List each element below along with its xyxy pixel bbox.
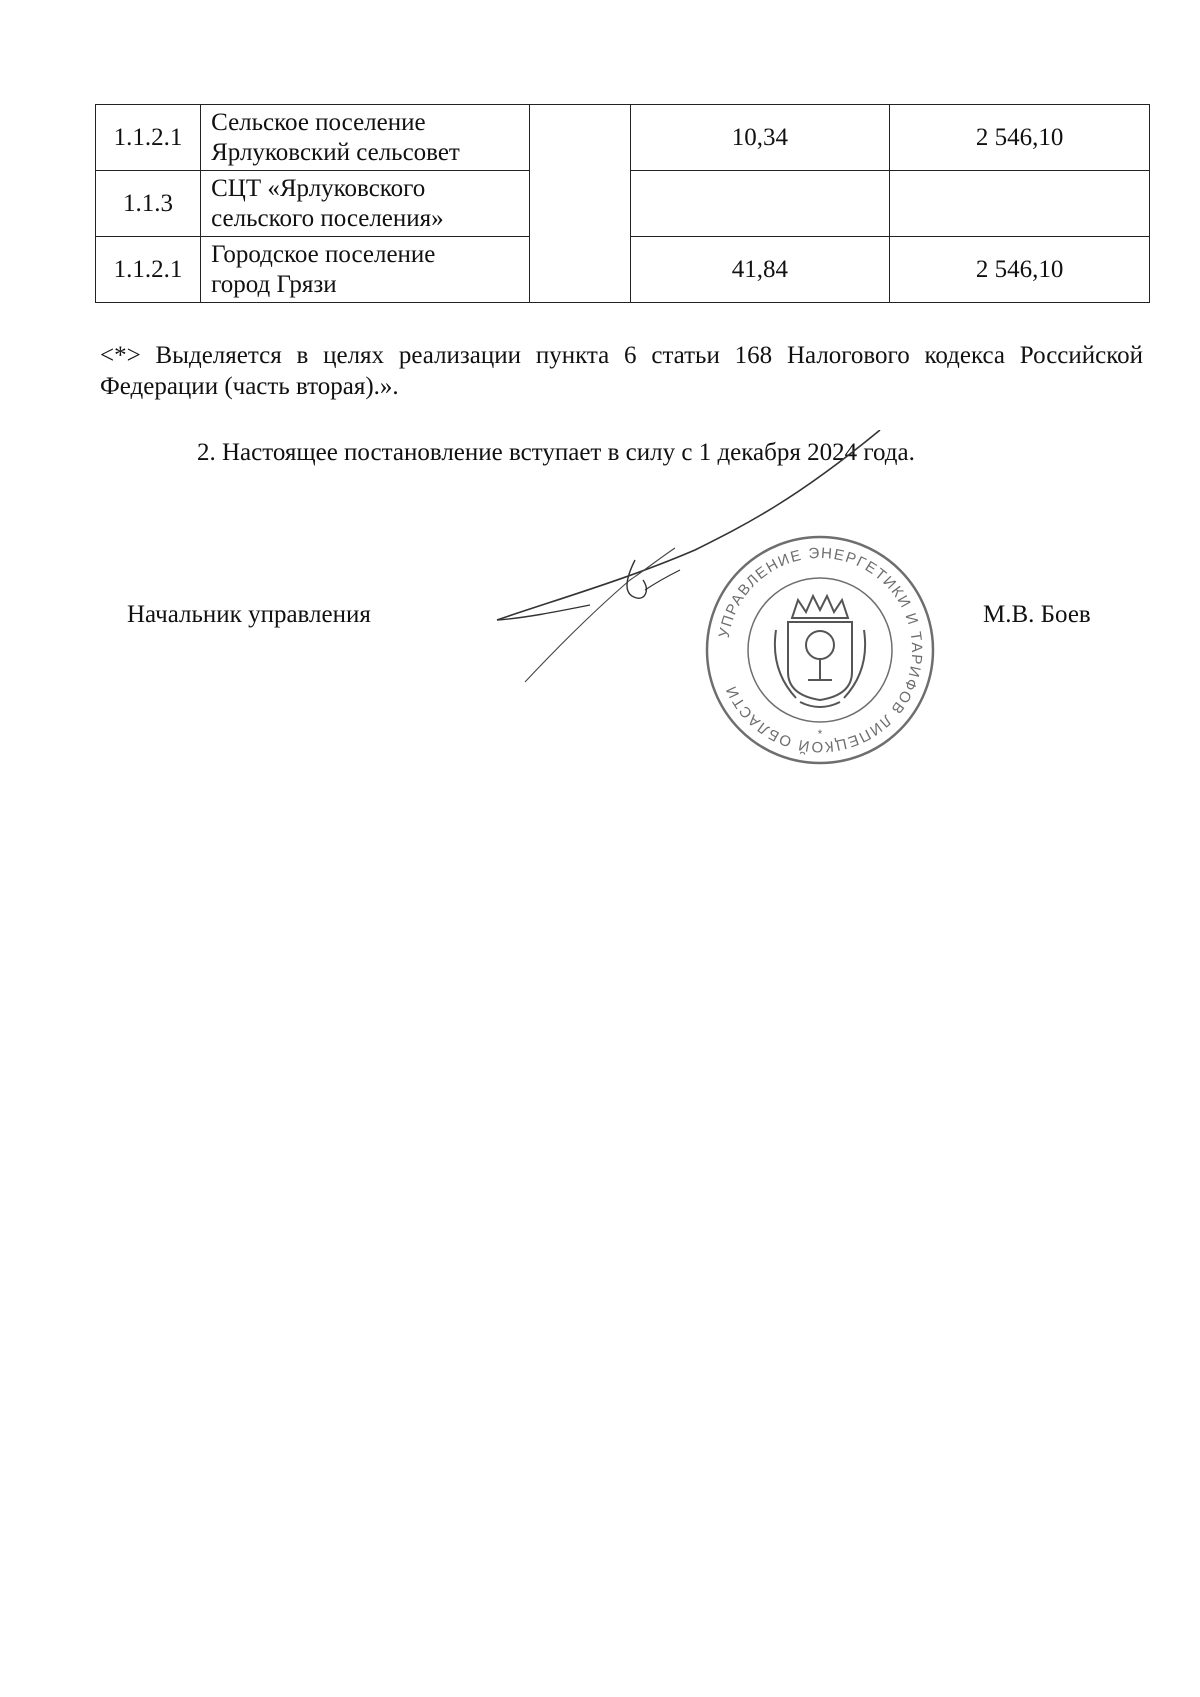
row-name-line: город Грязи: [211, 271, 337, 298]
clause-text: 2. Настоящее постановление вступает в силу с 1 декабря 2024 года.: [197, 439, 915, 466]
official-seal: [700, 530, 940, 770]
row-value2: 2 546,10: [890, 105, 1150, 171]
row-value2: [890, 171, 1150, 237]
signatory-position: Начальник управления: [127, 601, 371, 628]
svg-text:*: *: [817, 727, 823, 741]
row-name: [201, 237, 529, 303]
row-name-line: Сельское поселение: [211, 109, 426, 136]
table-row: [96, 105, 1150, 171]
row-name: [201, 105, 529, 171]
row-name-line: Ярлуковский сельсовет: [211, 139, 460, 166]
row-code: 1.1.3: [96, 171, 201, 237]
signatory-name: М.В. Боев: [983, 601, 1091, 628]
row-value1: [630, 171, 890, 237]
row-name-line: Городское поселение: [211, 241, 436, 268]
empty-merged-cell: [529, 105, 630, 303]
row-code: 1.1.2.1: [96, 105, 201, 171]
coat-of-arms-icon: [775, 596, 865, 707]
svg-text:УПРАВЛЕНИЕ ЭНЕРГЕТИКИ И ТАРИФО: УПРАВЛЕНИЕ ЭНЕРГЕТИКИ И ТАРИФОВ ЛИПЕЦКОЙ ОБЛАСТИ: [715, 544, 926, 756]
footnote: <*> Выделяется в целях реализации пункта 6 статьи 168 Налогового кодекса Российской Федерации (часть вторая).».: [100, 342, 1143, 400]
row-value2: 2 546,10: [890, 237, 1150, 303]
row-name-line: СЦТ «Ярлуковского: [211, 175, 426, 202]
row-value1: 10,34: [630, 105, 890, 171]
tariff-table: [95, 104, 1150, 303]
row-value1: 41,84: [630, 237, 890, 303]
row-code: 1.1.2.1: [96, 237, 201, 303]
row-name: [201, 171, 529, 237]
row-name-line: сельского поселения»: [211, 205, 444, 232]
